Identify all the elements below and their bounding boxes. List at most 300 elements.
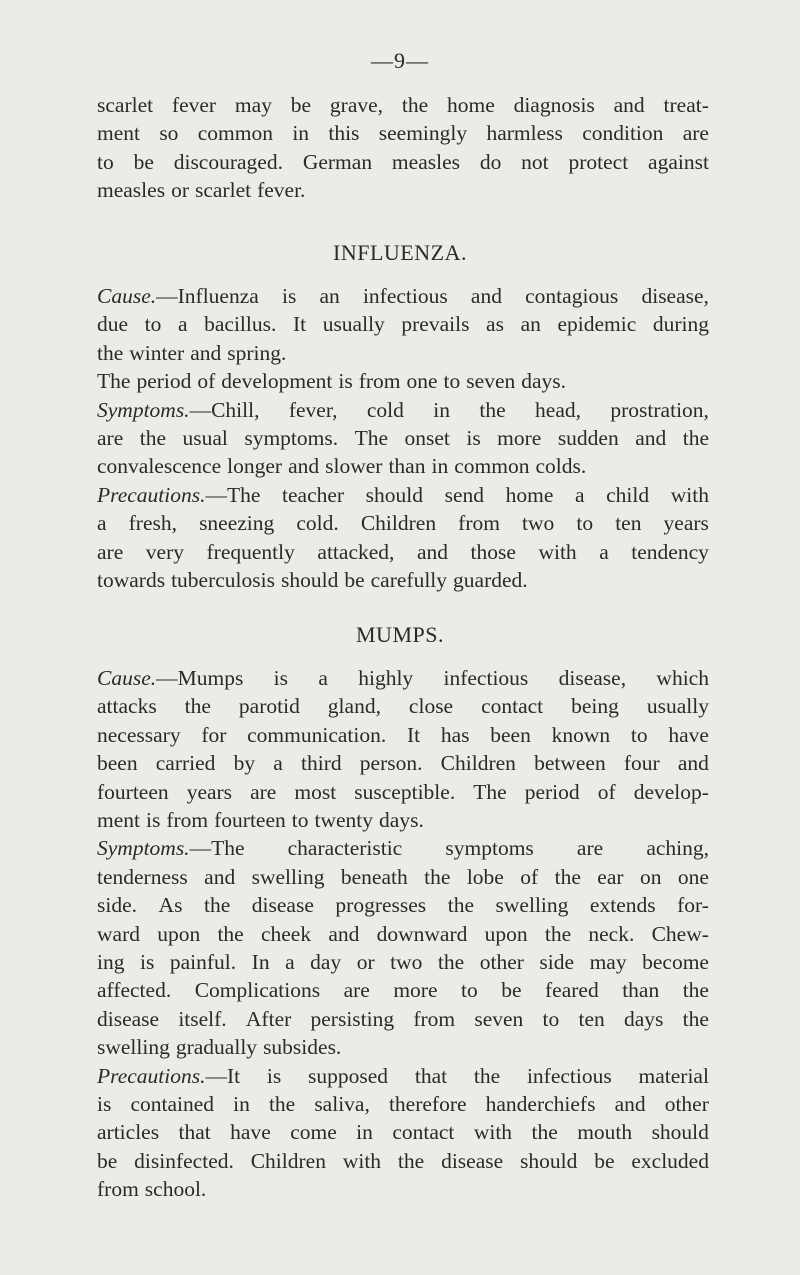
- word: on: [639, 864, 662, 889]
- word: as: [486, 312, 504, 337]
- word: swelling: [495, 893, 569, 918]
- text-line: [97, 424, 709, 452]
- word: infectious: [443, 666, 529, 690]
- text-line: [97, 1118, 709, 1146]
- word: an: [319, 284, 340, 308]
- text-line: [97, 1090, 709, 1118]
- word: are: [97, 425, 124, 450]
- word: frequently: [206, 539, 295, 564]
- word: discouraged.: [173, 149, 283, 174]
- word: an: [520, 312, 541, 337]
- word: Children: [360, 511, 437, 536]
- word: been: [490, 722, 531, 747]
- word: feared: [545, 978, 599, 1003]
- word: As: [158, 893, 183, 918]
- word: than: [622, 978, 660, 1003]
- text-line: [97, 148, 709, 176]
- word: period: [524, 779, 580, 804]
- word: scarlet: [194, 178, 252, 203]
- line-start: —Chill,: [189, 397, 260, 422]
- word: the: [184, 694, 211, 719]
- word: diagnosis: [513, 93, 595, 117]
- word: from: [97, 1177, 139, 1202]
- text-line: [97, 920, 709, 948]
- word: carried: [155, 751, 216, 776]
- word: be: [594, 1148, 615, 1173]
- word: so: [159, 121, 179, 146]
- word: of: [597, 779, 616, 804]
- intro-paragraph: [97, 91, 709, 205]
- word: or: [171, 178, 189, 203]
- word: have: [230, 1120, 271, 1145]
- word: seven: [466, 369, 516, 394]
- word: After: [245, 1006, 292, 1031]
- word: tenderness: [97, 864, 188, 889]
- word: years: [186, 779, 233, 804]
- word: disease: [441, 1148, 504, 1173]
- word: the: [531, 1120, 558, 1145]
- word: handerchiefs: [485, 1091, 596, 1116]
- word: therefore: [388, 1091, 467, 1116]
- word: that: [178, 1120, 211, 1145]
- text-line: [97, 664, 709, 692]
- word: have: [668, 722, 709, 747]
- word: should: [520, 1148, 578, 1173]
- word: side: [539, 949, 575, 974]
- text-line: [97, 1062, 709, 1090]
- word: susceptible.: [354, 779, 456, 804]
- word: infectious: [526, 1063, 612, 1088]
- word: condition: [582, 121, 664, 146]
- text-line: [97, 749, 709, 777]
- word: to: [443, 369, 461, 394]
- word: disease: [251, 893, 314, 918]
- word: the: [473, 1063, 501, 1088]
- mumps-symptoms-paragraph: [97, 834, 709, 1061]
- word: cold.: [296, 511, 339, 536]
- word: known: [551, 722, 611, 747]
- word: two: [390, 949, 423, 974]
- influenza-precautions-paragraph: [97, 481, 709, 595]
- word: are: [343, 978, 370, 1003]
- word: gland,: [327, 694, 381, 719]
- word: from: [358, 369, 401, 394]
- word: come: [290, 1120, 337, 1145]
- word: being: [571, 694, 619, 719]
- word: due: [97, 312, 129, 337]
- word: the: [397, 1148, 425, 1173]
- text-line: [97, 91, 709, 119]
- word: fresh,: [128, 511, 177, 536]
- word: third: [301, 751, 342, 776]
- word: to: [576, 511, 594, 536]
- line-start: —Mumps: [156, 666, 244, 690]
- influenza-cause-paragraph: [97, 282, 709, 396]
- word: of: [520, 864, 539, 889]
- text-line: [97, 1005, 709, 1033]
- word: harmless: [486, 121, 563, 146]
- word: fever: [171, 93, 217, 117]
- word: the: [544, 921, 572, 946]
- word: seemingly: [378, 121, 468, 146]
- influenza-cause-label: Cause.: [97, 284, 157, 308]
- word: grave,: [329, 93, 384, 117]
- word: the: [97, 340, 124, 365]
- mumps-cause-paragraph: [97, 664, 709, 834]
- word: characteristic: [287, 836, 403, 861]
- text-line: [97, 119, 709, 147]
- word: disease,: [641, 284, 709, 308]
- word: German: [302, 149, 373, 174]
- word: school.: [144, 1177, 207, 1202]
- word: is: [338, 369, 353, 394]
- word: side.: [97, 893, 138, 918]
- word: and: [416, 539, 448, 564]
- word: The: [473, 779, 507, 804]
- page-number: —9—: [371, 48, 429, 73]
- word: treat-: [663, 93, 709, 117]
- word: ing: [97, 949, 125, 974]
- influenza-precautions-label: Precautions.: [97, 482, 206, 507]
- word: ten: [615, 511, 642, 536]
- word: fever.: [257, 178, 306, 203]
- word: the: [682, 978, 709, 1003]
- word: necessary: [97, 722, 181, 747]
- mumps-symptoms-label: Symptoms.: [97, 836, 190, 861]
- word: disease: [97, 1006, 160, 1031]
- word: in: [431, 454, 449, 479]
- line-start: —The: [205, 482, 261, 507]
- word: is: [273, 666, 289, 690]
- word: longer: [227, 454, 283, 479]
- word: swelling: [251, 864, 325, 889]
- word: do: [479, 149, 502, 174]
- mumps-precautions-paragraph: [97, 1062, 709, 1204]
- word: tuberculosis: [171, 567, 275, 592]
- word: gradually: [175, 1035, 258, 1060]
- line-start: —The: [189, 836, 245, 861]
- word: guarded.: [453, 567, 528, 592]
- word: be: [133, 149, 154, 174]
- word: home: [446, 93, 495, 117]
- word: and: [677, 751, 709, 776]
- word: highly: [358, 666, 414, 690]
- word: development: [221, 369, 333, 394]
- word: is: [140, 949, 155, 974]
- influenza-symptoms-label: Symptoms.: [97, 397, 190, 422]
- word: twenty: [314, 807, 374, 832]
- word: usual: [182, 425, 228, 450]
- word: are: [682, 121, 709, 146]
- word: neck.: [588, 921, 635, 946]
- word: the: [424, 864, 451, 889]
- word: with: [473, 1120, 513, 1145]
- word: be: [501, 978, 522, 1003]
- word: communication.: [247, 722, 387, 747]
- word: mouth: [577, 1120, 633, 1145]
- word: are: [576, 836, 604, 861]
- word: in: [233, 1091, 250, 1116]
- word: to: [291, 807, 309, 832]
- word: not: [521, 149, 549, 174]
- word: In: [251, 949, 270, 974]
- word: disease,: [558, 666, 627, 690]
- word: by: [233, 751, 256, 776]
- word: symptoms: [445, 836, 534, 861]
- word: four: [623, 751, 660, 776]
- word: attacked,: [317, 539, 395, 564]
- word: articles: [97, 1120, 160, 1145]
- word: The: [354, 425, 389, 450]
- word: the: [217, 921, 244, 946]
- word: the: [268, 1091, 296, 1116]
- word: itself.: [178, 1006, 227, 1031]
- word: contact: [481, 694, 544, 719]
- word: ment: [97, 807, 140, 832]
- word: a: [285, 949, 295, 974]
- word: be: [97, 1148, 118, 1173]
- word: and: [328, 921, 360, 946]
- word: upon: [484, 921, 528, 946]
- word: protect: [568, 149, 629, 174]
- word: sudden: [557, 425, 619, 450]
- word: swelling: [97, 1035, 170, 1060]
- word: with: [342, 1148, 382, 1173]
- word: tendency: [631, 539, 709, 564]
- word: the: [479, 397, 506, 422]
- word: prostration,: [610, 397, 709, 422]
- word: head,: [535, 397, 582, 422]
- text-line: [97, 806, 709, 834]
- word: extends: [589, 893, 656, 918]
- word: and: [190, 340, 222, 365]
- text-line: [97, 778, 709, 806]
- word: saliva,: [314, 1091, 370, 1116]
- word: other: [479, 949, 524, 974]
- word: to: [144, 312, 162, 337]
- word: very: [145, 539, 184, 564]
- word: measles: [97, 178, 166, 203]
- word: affected.: [97, 978, 172, 1003]
- text-line: [97, 834, 709, 862]
- word: become: [642, 949, 709, 974]
- word: attacks: [97, 694, 157, 719]
- word: fourteen: [214, 807, 286, 832]
- word: years: [663, 511, 709, 536]
- word: symptoms.: [244, 425, 339, 450]
- mumps-cause-label: Cause.: [97, 666, 157, 690]
- word: teacher: [282, 482, 345, 507]
- word: slower: [325, 454, 383, 479]
- word: with: [670, 482, 709, 507]
- word: that: [414, 1063, 448, 1088]
- word: a: [177, 312, 188, 337]
- word: which: [656, 666, 709, 690]
- word: and: [635, 425, 667, 450]
- word: the: [203, 893, 231, 918]
- word: close: [408, 694, 454, 719]
- word: convalescence: [97, 454, 222, 479]
- word: the: [682, 425, 709, 450]
- word: ear: [597, 864, 624, 889]
- word: been: [97, 751, 138, 776]
- word: should: [651, 1120, 709, 1145]
- word: more: [497, 425, 542, 450]
- word: Chew-: [651, 921, 709, 946]
- word: person.: [359, 751, 423, 776]
- word: for: [201, 722, 227, 747]
- word: is: [97, 1091, 112, 1116]
- word: to: [542, 1006, 560, 1031]
- word: to: [630, 722, 648, 747]
- word: cold: [366, 397, 404, 422]
- text-line: [97, 367, 709, 395]
- word: or: [356, 949, 375, 974]
- word: to: [461, 978, 478, 1003]
- word: day: [310, 949, 342, 974]
- word: be: [290, 93, 312, 117]
- word: of: [197, 369, 216, 394]
- text-line: [97, 976, 709, 1004]
- word: a: [273, 751, 283, 776]
- word: days.: [379, 807, 424, 832]
- word: days.: [521, 369, 567, 394]
- word: may: [234, 93, 272, 117]
- word: Complications: [194, 978, 321, 1003]
- word: from: [458, 511, 500, 536]
- word: for-: [677, 893, 709, 918]
- word: supposed: [308, 1063, 389, 1088]
- word: than: [388, 454, 426, 479]
- word: in: [433, 397, 451, 422]
- word: send: [444, 482, 485, 507]
- word: home: [505, 482, 554, 507]
- word: infectious: [362, 284, 448, 308]
- word: has: [440, 722, 470, 747]
- word: It: [292, 312, 307, 337]
- word: usually: [322, 312, 385, 337]
- text-line: [97, 948, 709, 976]
- word: contact: [392, 1120, 455, 1145]
- word: parotid: [238, 694, 300, 719]
- word: seven: [474, 1006, 524, 1031]
- word: Children: [250, 1148, 326, 1173]
- word: be: [344, 567, 365, 592]
- word: the: [401, 93, 429, 117]
- word: one: [677, 864, 709, 889]
- word: period: [136, 369, 192, 394]
- word: measles: [391, 149, 460, 174]
- word: those: [470, 539, 516, 564]
- word: one: [406, 369, 438, 394]
- text-line: [97, 339, 709, 367]
- word: and: [288, 454, 320, 479]
- text-line: [97, 396, 709, 424]
- word: sneezing: [199, 511, 275, 536]
- text-line: [97, 282, 709, 310]
- word: carefully: [370, 567, 448, 592]
- word: ten: [578, 1006, 605, 1031]
- text-line: [97, 1175, 709, 1203]
- word: a: [575, 482, 585, 507]
- influenza-symptoms-paragraph: [97, 396, 709, 481]
- text-line: [97, 863, 709, 891]
- text-line: [97, 721, 709, 749]
- word: epidemic: [557, 312, 637, 337]
- word: contagious: [525, 284, 619, 308]
- word: subsides.: [263, 1035, 342, 1060]
- text-line: [97, 176, 709, 204]
- text-line: [97, 452, 709, 480]
- word: from: [166, 807, 209, 832]
- section-heading-influenza: INFLUENZA.: [333, 240, 467, 265]
- word: prevails: [401, 312, 470, 337]
- word: ward: [97, 921, 140, 946]
- word: the: [437, 949, 465, 974]
- section-heading-mumps: MUMPS.: [356, 622, 444, 647]
- word: The: [97, 369, 131, 394]
- word: this: [328, 121, 360, 146]
- word: scarlet: [97, 93, 154, 117]
- word: is: [266, 1063, 282, 1088]
- text-line: [97, 310, 709, 338]
- line-start: —It: [205, 1063, 241, 1088]
- word: against: [648, 149, 709, 174]
- word: in: [356, 1120, 373, 1145]
- word: and: [470, 284, 502, 308]
- word: painful.: [169, 949, 237, 974]
- word: lobe: [466, 864, 504, 889]
- word: is: [281, 284, 297, 308]
- text-line: [97, 566, 709, 594]
- word: more: [393, 978, 438, 1003]
- word: the: [139, 425, 166, 450]
- word: towards: [97, 567, 166, 592]
- word: between: [534, 751, 606, 776]
- mumps-precautions-label: Precautions.: [97, 1063, 206, 1088]
- word: bacillus.: [204, 312, 277, 337]
- text-line: [97, 481, 709, 509]
- word: during: [652, 312, 709, 337]
- word: is: [146, 807, 161, 832]
- word: a: [599, 539, 609, 564]
- word: two: [522, 511, 555, 536]
- word: usually: [646, 694, 709, 719]
- word: the: [554, 864, 581, 889]
- word: colds.: [535, 454, 587, 479]
- word: days: [623, 1006, 664, 1031]
- word: winter: [129, 340, 185, 365]
- word: and: [613, 93, 645, 117]
- word: is: [466, 425, 481, 450]
- word: and: [204, 864, 236, 889]
- word: the: [447, 893, 474, 918]
- word: disinfected.: [134, 1148, 234, 1173]
- word: common: [197, 121, 273, 146]
- word: a: [97, 511, 107, 536]
- text-line: [97, 1147, 709, 1175]
- word: and: [614, 1091, 646, 1116]
- word: in: [292, 121, 310, 146]
- word: spring.: [227, 340, 287, 365]
- text-line: [97, 692, 709, 720]
- word: other: [664, 1091, 709, 1116]
- word: most: [294, 779, 337, 804]
- word: cheek: [260, 921, 312, 946]
- word: from: [413, 1006, 456, 1031]
- word: common: [454, 454, 530, 479]
- word: Children: [440, 751, 516, 776]
